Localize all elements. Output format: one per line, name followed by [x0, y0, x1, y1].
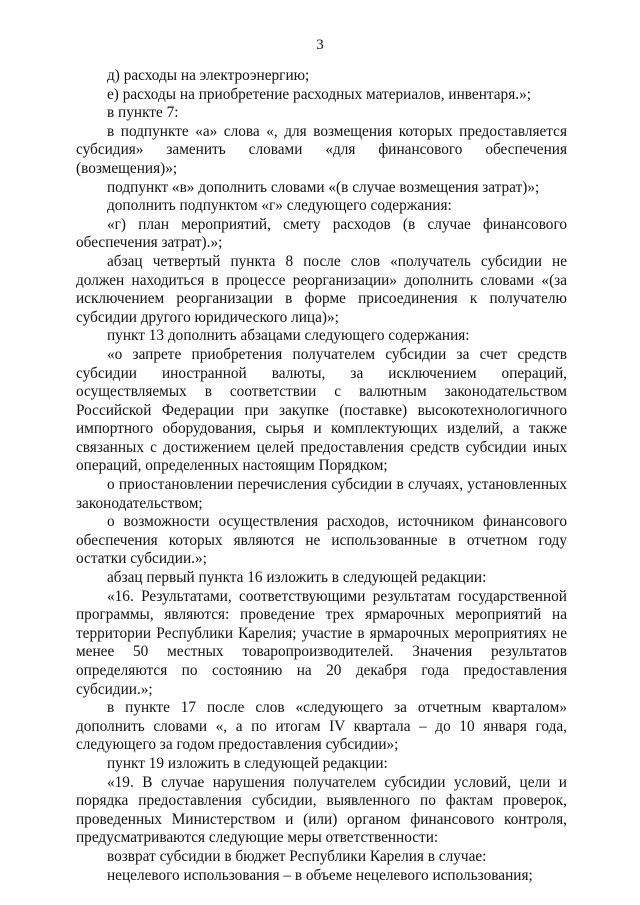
paragraph: возврат субсидии в бюджет Республики Карелия в случае: — [107, 847, 487, 865]
paragraph: «о запрете приобретения получателем субсидии за счет средств субсидии иностранной валюты, за исключением операций, осуществляемых в соответствии с валютным законодательством Российской Федерации при закупке (поставке) высокотехнологичного импортного оборудования, сырья и комплектующих изделий, а также связанных с достижением целей предоставления средств субсидии иных операций, определенных настоящим Порядком; — [76, 345, 567, 475]
paragraph: е) расходы на приобретение расходных материалов, инвентаря.»; — [107, 85, 531, 103]
paragraph: о приостановлении перечисления субсидии в случаях, установленных законодательством; — [76, 476, 567, 512]
paragraph: абзац первый пункта 16 изложить в следующей редакции: — [107, 569, 487, 587]
paragraph: в пункте 17 после слов «следующего за отчетным кварталом» дополнить словами «, а по итогам IV квартала – до 10 января года, следующего за годом предоставления субсидии»; — [76, 699, 567, 754]
paragraph: дополнить подпунктом «г» следующего содержания: — [107, 197, 452, 215]
paragraph: д) расходы на электроэнергию; — [107, 67, 310, 84]
page-number: 3 — [316, 37, 324, 53]
paragraph: нецелевого использования – в объеме нецелевого использования; — [107, 866, 533, 884]
paragraph: пункт 19 изложить в следующей редакции: — [107, 754, 388, 772]
paragraph: в пункте 7: — [107, 104, 179, 122]
document-body — [76, 67, 567, 885]
paragraph: в подпункте «а» слова «, для возмещения которых предоставляется субсидия» заменить словами «для финансового обеспечения (возмещения)»; — [76, 122, 567, 177]
paragraph: «19. В случае нарушения получателем субсидии условий, цели и порядка предоставления субсидии, выявленного по фактам проверок, проведенных Министерством и (или) органом финансового контроля, предусматриваются следующие меры ответственности: — [76, 773, 567, 847]
paragraph: абзац четвертый пункта 8 после слов «получатель субсидии не должен находиться в процессе реорганизации» дополнить словами «(за исключением реорганизации в форме присоединения к получателю субсидии другого юридического лица)»; — [76, 252, 567, 326]
paragraph: «16. Результатами, соответствующими результатам государственной программы, являются: проведение трех ярмарочных мероприятий на территории Республики Карелия; участие в ярмарочных мероприятиях не менее 50 местных товаропроизводителей. Значения результатов определяются по состоянию на 20 декабря года предоставления субсидии.»; — [76, 587, 567, 698]
paragraph: о возможности осуществления расходов, источником финансового обеспечения которых являются не использованные в отчетном году остатки субсидии.»; — [76, 513, 567, 568]
paragraph: пункт 13 дополнить абзацами следующего содержания: — [107, 327, 470, 345]
paragraph: подпункт «в» дополнить словами «(в случае возмещения затрат)»; — [107, 178, 540, 196]
paragraph: «г) план мероприятий, смету расходов (в случае финансового обеспечения затрат).»; — [76, 215, 567, 252]
